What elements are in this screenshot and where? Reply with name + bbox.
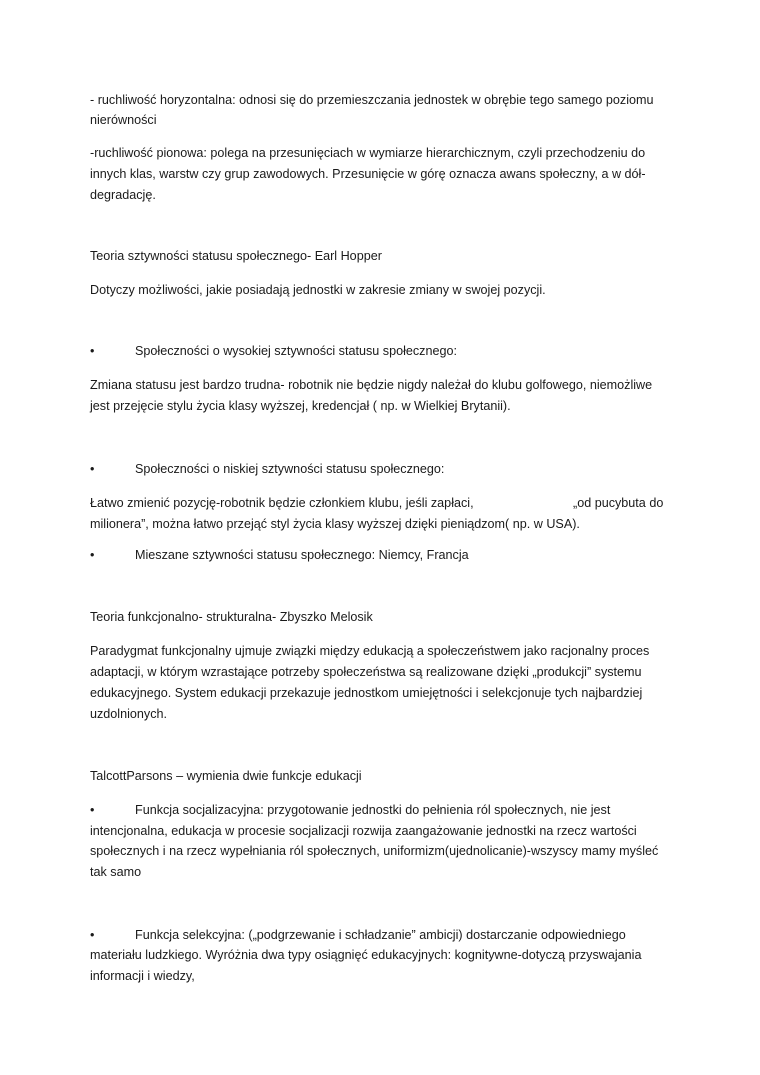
text-line: jest przejęcie stylu życia klasy wyższej, kredencjał ( np. w Wielkiej Brytanii).	[90, 399, 511, 413]
text-line: -ruchliwość pionowa: polega na przesunięciach w wymiarze hierarchicznym, czyli przechodzeniu do	[90, 146, 646, 160]
text-line: edukacyjnego. System edukacji przekazuje jednostkom umiejętności i selekcjonuje tych najbardziej	[90, 686, 643, 700]
text-line: - ruchliwość horyzontalna: odnosi się do przemieszczania jednostek w obrębie tego samego poziomu	[90, 93, 654, 107]
bullet-marker: •	[90, 803, 95, 817]
bullet-marker: •	[90, 548, 95, 562]
bullet-item: Społeczności o niskiej sztywności statusu społecznego:	[135, 462, 445, 476]
text-line: Zmiana statusu jest bardzo trudna- robotnik nie będzie nigdy należał do klubu golfowego, niemożliwe	[90, 378, 653, 392]
section-heading: Teoria funkcjonalno- strukturalna- Zbyszko Melosik	[90, 610, 373, 624]
bullet-item: Mieszane sztywności statusu społecznego: Niemcy, Francja	[135, 548, 469, 562]
text-line: milionera”, można łatwo przejąć styl życia klasy wyższej dzięki pieniądzom( np. w USA).	[90, 517, 580, 531]
bullet-item: Funkcja selekcyjna: („podgrzewanie i schładzanie” ambicji) dostarczanie odpowiedniego	[135, 928, 626, 942]
text-line: adaptacji, w którym wzrastające potrzeby społeczeństwa są realizowane dzięki „produkcji” systemu	[90, 665, 642, 679]
bullet-marker: •	[90, 344, 95, 358]
text-line: społecznych i na rzecz wypełniania ról społecznych, uniformizm(ujednolicanie)-wszyscy mamy myśleć	[90, 844, 659, 858]
text-line: Paradygmat funkcjonalny ujmuje związki między edukacją a społeczeństwem jako racjonalny proces	[90, 644, 650, 658]
text-line: tak samo	[90, 865, 142, 879]
text-line: uzdolnionych.	[90, 707, 168, 721]
text-line: nierówności	[90, 113, 157, 127]
text-line: degradację.	[90, 188, 156, 202]
text-line: Dotyczy możliwości, jakie posiadają jednostki w zakresie zmiany w swojej pozycji.	[90, 283, 546, 297]
text-line: innych klas, warstw czy grup zawodowych. Przesunięcie w górę oznacza awans społeczny, a w dół-	[90, 167, 646, 181]
text-line: Łatwo zmienić pozycję-robotnik będzie członkiem klubu, jeśli zapłaci,	[90, 496, 474, 510]
text-line: materiału ludzkiego. Wyróżnia dwa typy osiągnięć edukacyjnych: kognitywne-dotyczą przyswajania	[90, 948, 642, 962]
section-heading: Teoria sztywności statusu społecznego- Earl Hopper	[90, 249, 382, 263]
bullet-item: Funkcja socjalizacyjna: przygotowanie jednostki do pełnienia ról społecznych, nie jest	[135, 803, 611, 817]
text-line-fragment: „od pucybuta do	[573, 496, 664, 510]
bullet-item: Społeczności o wysokiej sztywności statusu społecznego:	[135, 344, 457, 358]
text-line: intencjonalna, edukacja w procesie socjalizacji rozwija zaangażowanie jednostki na rzecz wartości	[90, 824, 637, 838]
bullet-marker: •	[90, 462, 95, 476]
section-heading: TalcottParsons – wymienia dwie funkcje edukacji	[90, 769, 362, 783]
bullet-marker: •	[90, 928, 95, 942]
text-line: informacji i wiedzy,	[90, 969, 195, 983]
